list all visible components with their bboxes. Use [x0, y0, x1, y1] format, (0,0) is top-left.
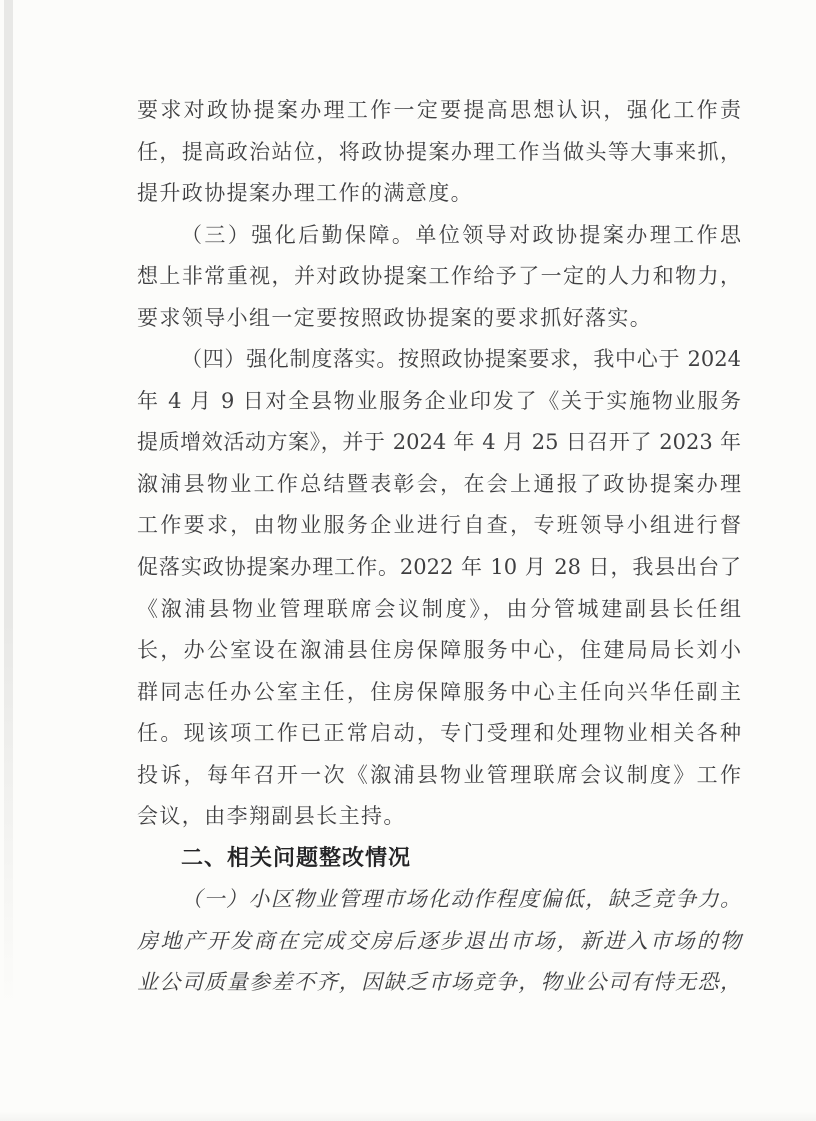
text-line: 投诉，每年召开一次《溆浦县物业管理联席会议制度》工作 — [137, 762, 741, 787]
section-heading: 二、相关问题整改情况 — [181, 845, 412, 871]
text-line: 《溆浦县物业管理联席会议制度》，由分管城建副县长任组 — [137, 596, 741, 621]
text-line: （一）小区物业管理市场化动作程度偏低，缺乏竞争力。 — [181, 887, 741, 912]
scan-left-edge-shadow — [4, 0, 13, 1121]
text-line: （四）强化制度落实。按照政协提案要求，我中心于 2024 — [181, 347, 741, 372]
text-line: 溆浦县物业工作总结暨表彰会，在会上通报了政协提案办理 — [137, 471, 741, 496]
scan-bottom-tone — [0, 1111, 816, 1121]
text-line: 促落实政协提案办理工作。2022 年 10 月 28 日，我县出台了 — [137, 555, 741, 580]
text-line: 任。现该项工作已正常启动，专门受理和处理物业相关各种 — [137, 721, 741, 746]
text-line: 工作要求，由物业服务企业进行自查，专班领导小组进行督 — [137, 513, 741, 538]
text-line: 房地产开发商在完成交房后逐步退出市场，新进入市场的物 — [137, 928, 741, 953]
text-line: 任，提高政治站位，将政协提案办理工作当做头等大事来抓， — [137, 139, 741, 164]
text-line: 要求对政协提案办理工作一定要提高思想认识，强化工作责 — [137, 98, 741, 122]
text-line: 提升政协提案办理工作的满意度。 — [137, 181, 473, 206]
text-line: 提质增效活动方案》，并于 2024 年 4 月 25 日召开了 2023 年 — [137, 430, 741, 455]
text-line: 想上非常重视，并对政协提案工作给予了一定的人力和物力， — [137, 264, 741, 289]
text-line: 群同志任办公室主任，住房保障服务中心主任向兴华任副主 — [137, 679, 741, 704]
text-block — [137, 90, 741, 1004]
text-line: 业公司质量参差不齐，因缺乏市场竞争，物业公司有恃无恐， — [137, 970, 741, 995]
text-line: 长，办公室设在溆浦县住房保障服务中心，住建局局长刘小 — [137, 638, 741, 663]
text-line: 会议，由李翔副县长主持。 — [137, 804, 406, 829]
text-line: 要求领导小组一定要按照政协提案的要求抓好落实。 — [137, 305, 653, 330]
text-line: （三）强化后勤保障。单位领导对政协提案办理工作思 — [181, 222, 741, 247]
text-line: 年 4 月 9 日对全县物业服务企业印发了《关于实施物业服务 — [137, 388, 741, 413]
